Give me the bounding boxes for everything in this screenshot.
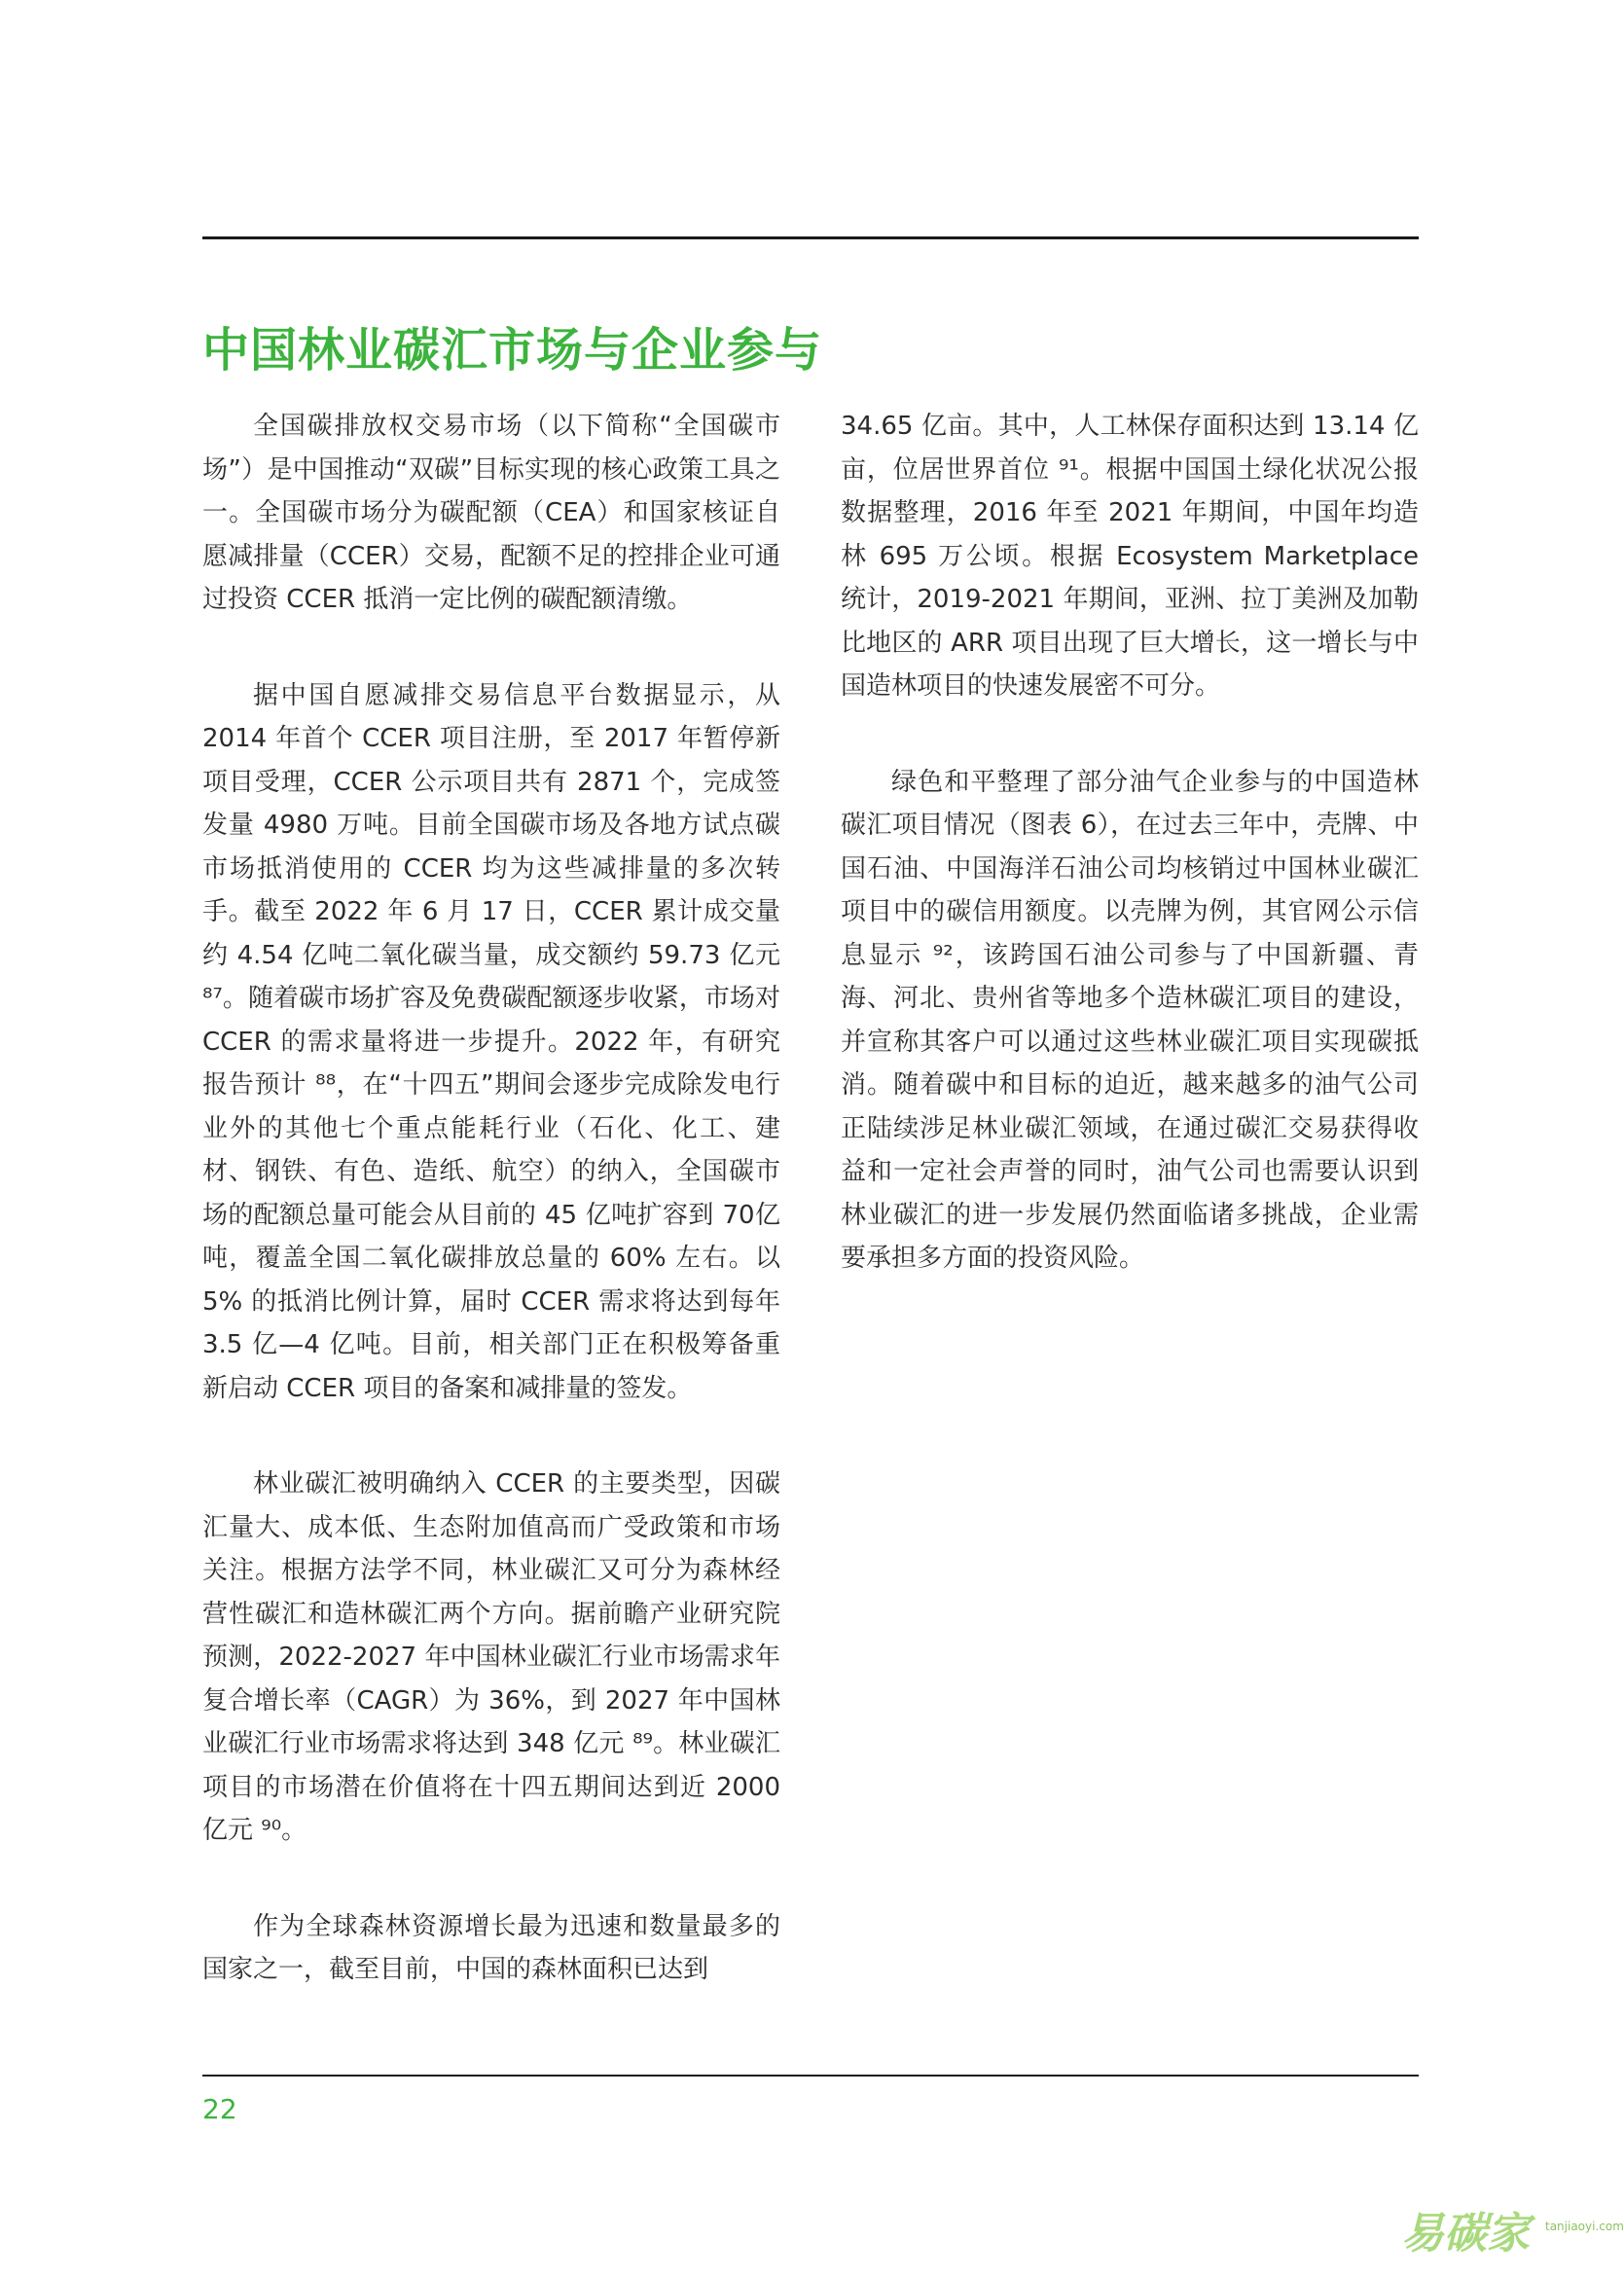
section-title: 中国林业碳汇市场与企业参与 xyxy=(202,323,823,378)
paragraph-continued: 34.65 亿亩。其中，人工林保存面积达到 13.14 亿亩，位居世界首位 ⁹¹。根据中国国土绿化状况公报数据整理，2016 年至 2021 年期间，中国年均造林 695 万公顷。根据 Ecosystem Marketplace 统计，2019-2021 年期间，亚洲、拉丁美洲及加勒比地区的 ARR 项目出现了巨大增长，这一增长与中国造林项目的快速发展密不可分。 xyxy=(841,412,1419,701)
bottom-divider xyxy=(202,2075,1419,2077)
watermark-domain: tanjiaoyi.com xyxy=(1545,2220,1624,2233)
right-column xyxy=(841,405,1419,1281)
left-column xyxy=(202,405,780,1992)
paragraph: 作为全球森林资源增长最为迅速和数量最多的国家之一，截至目前，中国的森林面积已达到 xyxy=(202,1911,780,1984)
watermark-text: 易碳家 xyxy=(1401,2209,1530,2258)
watermark-logo xyxy=(1401,2207,1624,2261)
top-divider xyxy=(202,236,1419,239)
paragraph: 林业碳汇被明确纳入 CCER 的主要类型，因碳汇量大、成本低、生态附加值高而广受政策和市场关注。根据方法学不同，林业碳汇又可分为森林经营性碳汇和造林碳汇两个方向。据前瞻产业研究院预测，2022-2027 年中国林业碳汇行业市场需求年复合增长率（CAGR）为 36%，到 2027 年中国林业碳汇行业市场需求将达到 348 亿元 ⁸⁹。林业碳汇项目的市场潜在价值将在十四五期间达到近 2000 亿元 ⁹⁰。 xyxy=(202,1469,780,1845)
paragraph: 绿色和平整理了部分油气企业参与的中国造林碳汇项目情况（图表 6），在过去三年中，壳牌、中国石油、中国海洋石油公司均核销过中国林业碳汇项目中的碳信用额度。以壳牌为例，其官网公示信息显示 ⁹²，该跨国石油公司参与了中国新疆、青海、河北、贵州省等地多个造林碳汇项目的建设，并宣称其客户可以通过这些林业碳汇项目实现碳抵消。随着碳中和目标的迫近，越来越多的油气公司正陆续涉足林业碳汇领域，在通过碳汇交易获得收益和一定社会声誉的同时，油气公司也需要认识到林业碳汇的进一步发展仍然面临诸多挑战，企业需要承担多方面的投资风险。 xyxy=(841,767,1419,1273)
paragraph: 全国碳排放权交易市场（以下简称“全国碳市场”）是中国推动“双碳”目标实现的核心政策工具之一。全国碳市场分为碳配额（CEA）和国家核证自愿减排量（CCER）交易，配额不足的控排企业可通过投资 CCER 抵消一定比例的碳配额清缴。 xyxy=(202,412,780,614)
page-number: 22 xyxy=(202,2093,237,2125)
paragraph: 据中国自愿减排交易信息平台数据显示，从 2014 年首个 CCER 项目注册，至 2017 年暂停新项目受理，CCER 公示项目共有 2871 个，完成签发量 4980 万吨。目前全国碳市场及各地方试点碳市场抵消使用的 CCER 均为这些减排量的多次转手。截至 2022 年 6 月 17 日，CCER 累计成交量约 4.54 亿吨二氧化碳当量，成交额约 59.73 亿元 ⁸⁷。随着碳市场扩容及免费碳配额逐步收紧，市场对 CCER 的需求量将进一步提升。2022 年，有研究报告预计 ⁸⁸，在“十四五”期间会逐步完成除发电行业外的其他七个重点能耗行业（石化、化工、建材、钢铁、有色、造纸、航空）的纳入，全国碳市场的配额总量可能会从目前的 45 亿吨扩容到 70亿吨，覆盖全国二氧化碳排放总量的 60% 左右。以 5% 的抵消比例计算，届时 CCER 需求将达到每年 3.5 亿—4 亿吨。目前，相关部门正在积极筹备重新启动 CCER 项目的备案和减排量的签发。 xyxy=(202,680,780,1403)
